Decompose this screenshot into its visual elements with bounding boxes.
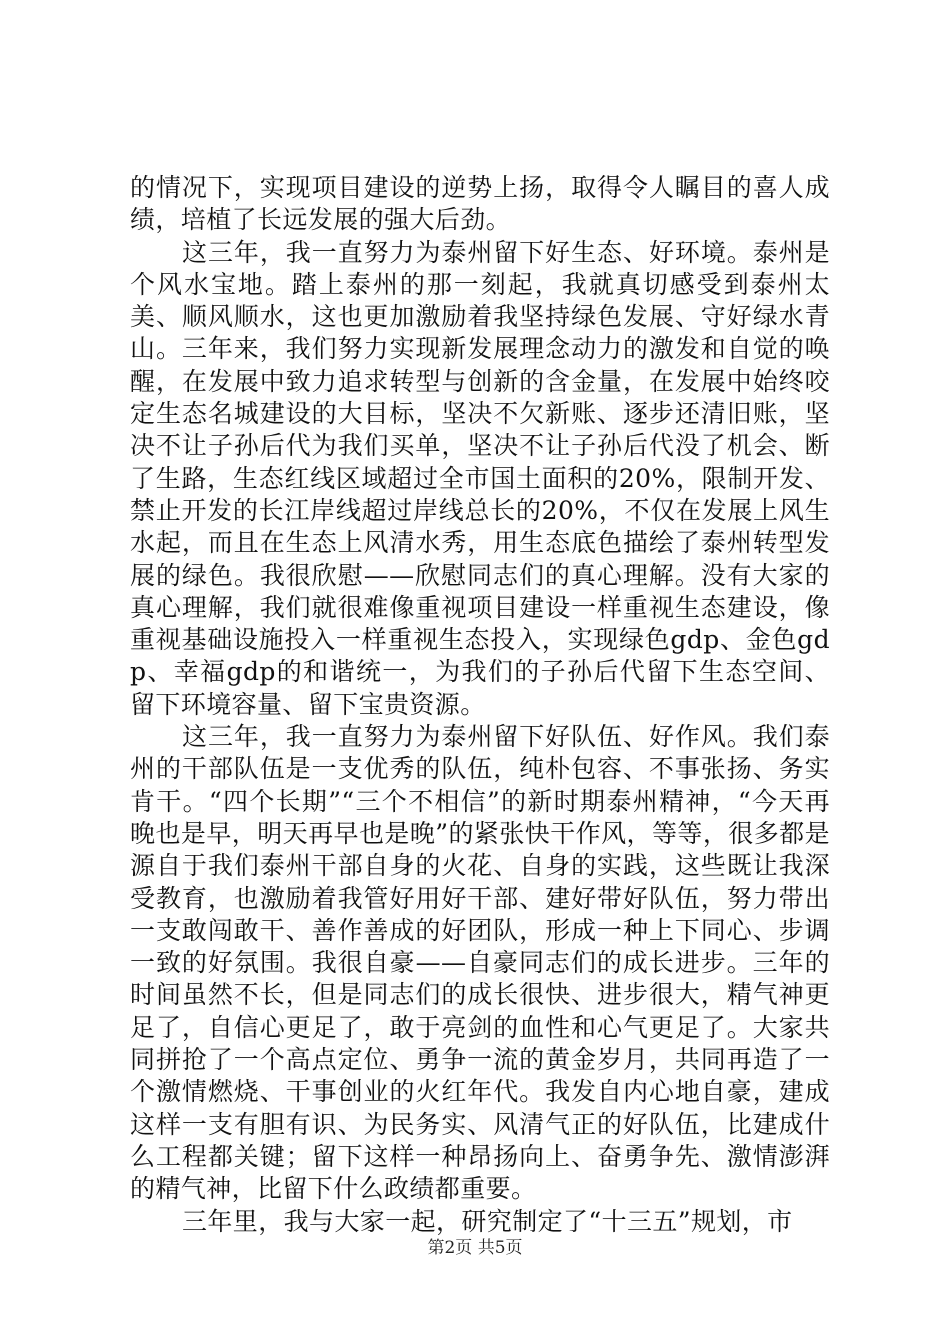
document-body [130,172,830,1238]
paragraph: 这三年，我一直努力为泰州留下好生态、好环境。泰州是个风水宝地。踏上泰州的那一刻起，我就真切感受到泰州太美、顺风顺水，这也更加激励着我坚持绿色发展、守好绿水青山。三年来，我们努力实现新发展理念动力的激发和自觉的唤醒，在发展中致力追求转型与创新的含金量，在发展中始终咬定生态名城建设的大目标，坚决不欠新账、逐步还清旧账，坚决不让子孙后代为我们买单，坚决不让子孙后代没了机会、断了生路，生态红线区域超过全市国土面积的20%，限制开发、禁止开发的长江岸线超过岸线总长的20%，不仅在发展上风生水起，而且在生态上风清水秀，用生态底色描绘了泰州转型发展的绿色。我很欣慰——欣慰同志们的真心理解。没有大家的真心理解，我们就很难像重视项目建设一样重视生态建设，像重视基础设施投入一样重视生态投入，实现绿色gdp、金色gdp、幸福gdp的和谐统一，为我们的子孙后代留下生态空间、留下环境容量、留下宝贵资源。 [130,237,830,719]
page-number-footer: 第2页 共5页 [427,1238,523,1258]
paragraph: 这三年，我一直努力为泰州留下好队伍、好作风。我们泰州的干部队伍是一支优秀的队伍，纯朴包容、不事张扬、务实肯干。“四个长期”“三个不相信”的新时期泰州精神，“今天再晚也是早，明天再早也是晚”的紧张快干作风，等等，很多都是源自于我们泰州干部自身的火花、自身的实践，这些既让我深受教育，也激励着我管好用好干部、建好带好队伍，努力带出一支敢闯敢干、善作善成的好团队，形成一种上下同心、步调一致的好氛围。我很自豪——自豪同志们的成长进步。三年的时间虽然不长，但是同志们的成长很快、进步很大，精气神更足了，自信心更足了，敢于亮剑的血性和心气更足了。大家共同拼抢了一个高点定位、勇争一流的黄金岁月，共同再造了一个激情燃烧、干事创业的火红年代。我发自内心地自豪，建成这样一支有胆有识、为民务实、风清气正的好队伍，比建成什么工程都关键；留下这样一种昂扬向上、奋勇争先、激情澎湃的精气神，比留下什么政绩都重要。 [130,722,830,1204]
paragraph: 的情况下，实现项目建设的逆势上扬，取得令人瞩目的喜人成绩，培植了长远发展的强大后劲。 [130,173,830,235]
paragraph: 三年里，我与大家一起，研究制定了“十三五”规划，市 [182,1206,793,1236]
